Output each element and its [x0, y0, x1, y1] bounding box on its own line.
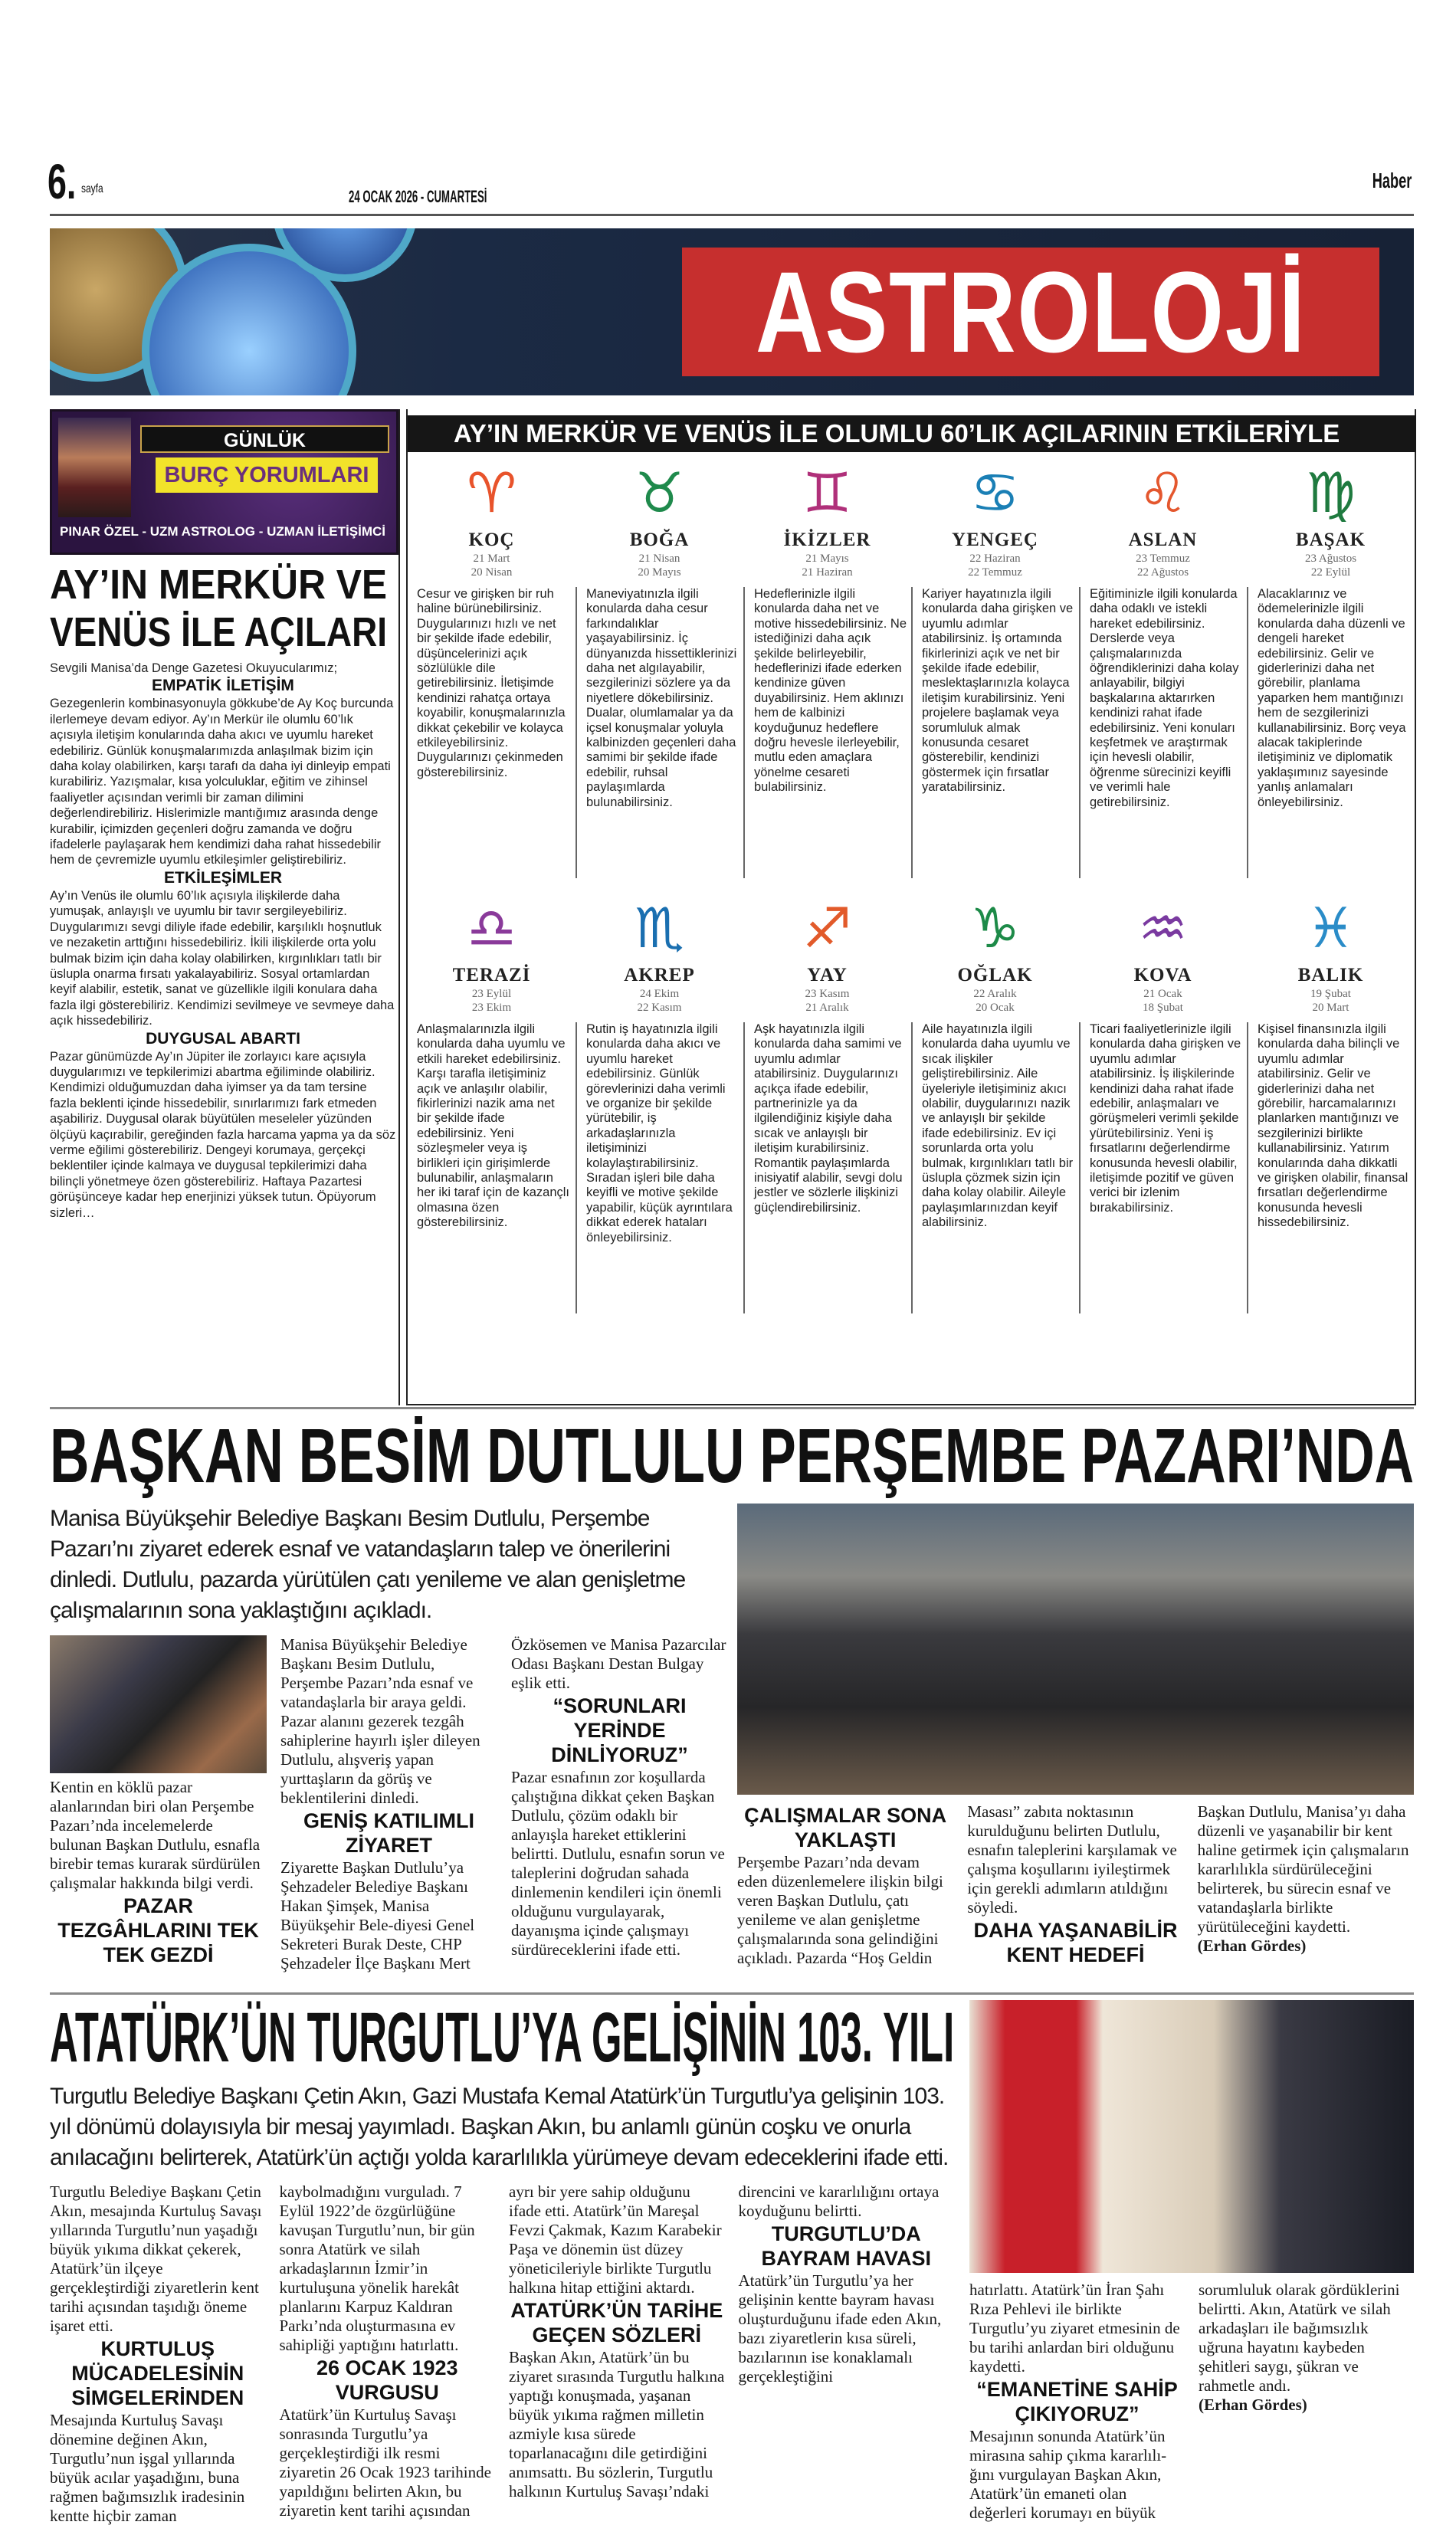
column-divider	[398, 409, 400, 1405]
paragraph-text: Atatürk’ün Turgutlu’ya her gelişinin kentte bayram havası oluşturduğunu ifade eden Akın, bazı ziyaretlerin kısa süreli, bazılarının ise konaklamalı gerçekleştiğini	[738, 2271, 942, 2386]
paragraph-text: tarihinde yapıldığını belirten Akın, bu ziyaretin kent tarihi açısından ayrı bir yere sahip olduğunu ifade etti. Atatürk’ün Mareşal Fevzi Çakmak, Kazım Karabekir Paşa ve dönemin üst düzey yöneticileriyle birlikte Turgutlu halkına hitap ettiğini aktardı.	[279, 2182, 722, 2520]
zodiac-sign-10	[911, 897, 1079, 1313]
subheading: 26 OCAK 1923 VURGUSU	[316, 2356, 458, 2404]
virgo-icon: ♍	[1306, 461, 1356, 525]
zodiac-sign-3	[743, 461, 911, 878]
subheading: GENİŞ KATILIMLI ZİYARET	[303, 1809, 474, 1857]
sign-name: YAY	[807, 965, 848, 985]
paragraph-text: iradesinin kentte hiçbir zaman kaybolmadığını vurguladı. 7 Eylül 1922’de özgürlüğüne kavuşan Turgutlu’nun, bir gün sonra Atatürk ve silah arkadaşlarının İzmir’in kurtuluşuna yönelik harekât planlarını Karpuz Kaldıran Parkı’nda oluşturmasına ev sahipliği yaptığını hatırlattı.	[50, 2182, 475, 2525]
paragraph-text: Turgutlu Belediye Başkanı Çetin Akın, mesajında Kurtuluş Savaşı yıllarında Turgutlu’nun yaşadığı büyük yıkıma dikkat çekerek, Atatürk’ün ilçeye gerçekleştirdiği ziyaretlerin kent tarihi açısından taşıdığı öneme işaret etti.	[50, 2182, 262, 2335]
subheading: “SORUNLARI YERİNDE DİNLİYORUZ”	[551, 1694, 688, 1766]
sign-date-start: 23 Kasım	[805, 988, 850, 1000]
paragraph-text: diyesi Genel Sekreteri Burak Deste, CHP Şehzadeler İlçe Başkanı Mert Özkösemen ve Manisa Pazarcılar Odası Başkanı Destan Bulgay eşlik etti.	[280, 1635, 726, 1972]
group-photo	[737, 1504, 1414, 1795]
sign-date-start: 21 Nisan	[638, 553, 680, 565]
scorpio-icon: ♏	[635, 896, 684, 960]
astrology-banner	[50, 228, 1414, 395]
paragraph	[1198, 1802, 1414, 1936]
subheading: “EMANETİNE SAHİP ÇIKIYORUZ”	[976, 2378, 1178, 2425]
zodiac-sign-8	[576, 897, 743, 1313]
gemini-icon: ♊	[802, 461, 852, 525]
taurus-icon: ♉	[635, 461, 684, 525]
article-lead: Manisa Büyükşehir Belediye Başkanı Besim Dutlulu, Perşembe Pazarı’nı ziyaret ederek esnaf ve vatandaşların talep ve önerilerini dinledi. Dutlulu, pazarda yürütülen çatı yenileme ve alan genişletme çalışmalarının sona yaklaştığını açıkladı.	[50, 1506, 686, 1623]
sign-date-end: 22 Temmuz	[968, 566, 1022, 579]
libra-icon: ♎	[467, 896, 516, 960]
sign-forecast: Maneviyatınızla ilgili konularda daha cesur farkındalıklar yaşayabilirsiniz. İç dünyanızda hissettiklerinizi daha net algılayabilir, sezgilerinizi sözlere ya da niyetlere dökebilirsiniz. Dualar, olumlamalar ya da içsel konuşmalar yoluyla kalbinizden geçenleri daha samimi bir şekilde ifade edebilir, ruhsal paylaşımlarda bulunabilirsiniz.	[576, 587, 743, 878]
sign-name: YENGEÇ	[952, 530, 1038, 550]
paragraph-text: Ziyarette Başkan Dutlulu’ya Şehzadeler Belediye Başkanı Hakan Şimşek, Manisa Büyükşehir Bele-	[280, 1858, 468, 1934]
author-photo	[58, 418, 131, 517]
sign-forecast: Alacaklarınız ve ödemelerinizle ilgili konularda daha düzenli ve dengeli hareket edebilirsiniz. Gelir ve giderlerinizi daha net görebilir, planlama yaparken hem mantığınızı hem de sezgilerinizi kullanabilirsiniz. Borç veya alacak takiplerinde iletişiminiz ve diplomatik yaklaşımınız sayesinde yanlış anlamaları önleyebilirsiniz.	[1247, 587, 1415, 878]
zodiac-sign-6	[1247, 461, 1415, 878]
sign-name: BOĞA	[629, 530, 690, 550]
sign-name: KOVA	[1133, 965, 1192, 985]
paragraph-text: Atatürk’ün Kurtuluş Savaşı sonrasında Turgutlu’ya gerçekleştirdiği ilk resmi ziyaretin 26 Ocak 1923	[279, 2405, 457, 2481]
issue-date: 24 OCAK 2026 - CUMARTESİ	[349, 187, 487, 206]
sign-name: OĞLAK	[957, 965, 1033, 985]
sign-name: KOÇ	[468, 530, 515, 550]
header-divider	[50, 214, 1414, 216]
paragraph-text: Kentin en köklü pazar alanlarından biri olan Perşembe Pazarı’nda incelemelerde bulunan Başkan Dutlulu, esnafla birebir temas kurarak sürdürülen çalışmalar hakkında bilgi verdi.	[50, 1778, 261, 1892]
article-body	[50, 2182, 954, 2538]
headline-text: ATATÜRK’ÜN TURGUTLU’YA GELİŞİNİN 103. YILI	[50, 1999, 955, 2077]
sign-date-start: 23 Ağustos	[1304, 553, 1357, 565]
article-body	[50, 1635, 728, 1983]
sign-date-start: 19 Şubat	[1310, 988, 1351, 1000]
byline: (Erhan Gördes)	[1197, 1936, 1307, 1955]
sign-forecast: Aile hayatınızla ilgili konularda daha uyumlu ve sıcak ilişkiler geliştirebilirsiniz. Aile üyeleriyle iletişiminiz akıcı olabilir, duygularınızı nazik ve anlayışlı bir şekilde ifade edebilirsiniz. Ev içi sorunlarda orta yolu bulmak, kırgınlıkları tatlı bir üslupla çözmek sizin için daha kolay olabilir. Aileyle paylaşımlarınızdan keyif alabilirsiniz.	[911, 1022, 1079, 1313]
zodiac-sign-12	[1247, 897, 1415, 1313]
sign-date-end: 22 Ağustos	[1136, 566, 1189, 579]
sign-date-end: 22 Eylül	[1310, 566, 1351, 579]
sign-name: BALIK	[1297, 965, 1364, 985]
zodiac-sign-11	[1079, 897, 1247, 1313]
sign-date-end: 20 Nisan	[471, 566, 513, 579]
paragraph-text: büyük yıkıma rağmen milletin azmiyle kısa sürede toparlanacağını dile getirdiğini anımsattı. Bu sözlerin, Turgutlu halkının Kurtuluş Savaşı’ndaki direncini ve kararlılığını ortaya koyduğunu belirtti.	[509, 2182, 940, 2500]
paragraph	[50, 1778, 267, 1893]
paragraph-text: ğını vurgulayan Başkan Akın, Atatürk’ün emaneti olan değerleri korumayı en büyük sorumluluk olarak gördüklerini belirtti. Akın, Atatürk ve silah arkadaşları ile bağımsızlık uğruna hayatını kaybeden şehitleri saygı, şükran ve rahmetle andı.	[969, 2281, 1400, 2522]
sign-date-end: 20 Mart	[1312, 1002, 1349, 1014]
zodiac-panel	[406, 409, 1416, 1405]
sign-name: İKİZLER	[783, 530, 871, 550]
subheading: TURGUTLU’DA BAYRAM HAVASI	[761, 2222, 932, 2270]
leo-icon: ♌	[1138, 461, 1188, 525]
subheading: DUYGUSAL ABARTI	[146, 1029, 300, 1048]
subheading: ATATÜRK’ÜN TARİHE GEÇEN SÖZLERİ	[510, 2299, 723, 2346]
capricorn-icon: ♑	[970, 896, 1020, 960]
zodiac-sign-7	[408, 897, 576, 1313]
sign-name: AKREP	[624, 965, 695, 985]
page-word: sayfa	[81, 182, 103, 195]
paragraph-text: Mesajında Kurtuluş Savaşı dönemine değinen Akın, Turgutlu’nun işgal yıllarında büyük acılar yaşadığını, buna rağmen bağımsızlık	[50, 2411, 240, 2506]
sign-date-end: 23 Ekim	[471, 1002, 512, 1014]
paragraph	[280, 1635, 497, 1808]
subheading: KURTULUŞ MÜCADELESİNİN SİMGELERİNDEN	[71, 2337, 244, 2409]
zodiac-heading-text: AY’IN MERKÜR VE VENÜS İLE OLUMLU 60’LIK AÇILARININ ETKİLERİYLE	[454, 419, 1340, 448]
headline-text: BAŞKAN BESİM DUTLULU PERŞEMBE PAZARI’NDA	[50, 1413, 1415, 1499]
section-divider	[50, 1992, 1414, 1995]
sign-date-start: 22 Haziran	[969, 553, 1021, 565]
paragraph: Pazar günümüzde Ay’ın Jüpiter ile zorlayıcı kare açısıyla duygularımızı ve tepkilerimizi abartma eğiliminde olabiliriz. Kendimizi olduğumuzdan daha iyimser ya da tam tersine fazla beklenti içinde hissedebilir, sınırlarımızı fark etmeden aşabiliriz. Duygusal olarak büyütülen meseleler yüzünden ölçüyü kaçırabilir, gereğinden fazla harcama yapma ya da söz verme eğilimi gösterebiliriz. Dengeyi korumaya, gerçekçi beklentiler içinde kalmaya ve duygusal tepkilerimizi daha bilinçli yönetmeye özen gösterebiliriz. Haftaya Pazartesi görüşünceye kadar hep enerjinizi yüksek tutun. Öpüyorum sizleri…	[50, 1049, 396, 1220]
subheading: ÇALIŞMALAR SONA YAKLAŞTI	[744, 1804, 947, 1851]
sign-forecast: Eğitiminizle ilgili konularda daha odaklı ve istekli hareket edebilirsiniz. Derslerde veya çalışmalarınızda öğrendiklerinizi daha kolay anlayabilir, bilgiyi başkalarına aktarırken kendinizi rahat ifade edebilirsiniz. Yeni konuları keşfetmek ve araştırmak için hevesli olabilir, öğrenme sürecinizi keyifli ve verimli hale getirebilirsiniz.	[1079, 587, 1247, 878]
paragraph	[511, 1768, 728, 1959]
zodiac-heading	[408, 415, 1416, 452]
zodiac-sign-1	[408, 461, 576, 878]
sign-date-end: 22 Kasım	[637, 1002, 682, 1014]
aries-icon: ♈	[467, 461, 516, 525]
sign-forecast: Ticari faaliyetlerinizle ilgili konularda daha girişken ve uyumlu adımlar atabilirsiniz. İş ilişkilerinde kendinizi daha rahat ifade edebilir, anlaşmaları ve görüşmeleri verimli şekilde yürütebilirsiniz. Yeni iş fırsatlarını değerlendirme konusunda hevesli olabilir, iletişimde pozitif ve güven verici bir izlenim bırakabilirsiniz.	[1079, 1022, 1247, 1313]
zodiac-sign-2	[576, 461, 743, 878]
paragraph	[739, 2271, 955, 2386]
pisces-icon: ♓	[1306, 896, 1356, 960]
banner-title-box	[682, 248, 1379, 376]
mayor-photo	[969, 2000, 1414, 2273]
subheading: DAHA YAŞANABİLİR KENT HEDEFİ	[973, 1919, 1178, 1966]
page-number: 6.	[48, 154, 77, 209]
sign-date-end: 20 Ocak	[976, 1002, 1015, 1014]
article-headline	[50, 1412, 1414, 1500]
sign-name: ASLAN	[1128, 530, 1198, 550]
paragraph-text: hatırlattı. Atatürk’ün İran Şahı Rıza Pehlevi ile birlikte Turgutlu’yu ziyaret etmesinin de bu tarihi anlardan biri olduğunu kaydetti.	[969, 2281, 1180, 2376]
article-headline	[50, 1997, 954, 2078]
sign-name: TERAZİ	[452, 965, 531, 985]
paragraph: Sevgili Manisa’da Denge Gazetesi Okuyucularımız;	[50, 661, 338, 675]
paragraph-text: Mesajının sonunda Atatürk’ün mirasına sahip çıkma kararlılı-	[969, 2427, 1167, 2464]
paragraph-text: Manisa Büyükşehir Belediye Başkanı Besim Dutlulu, Perşembe Pazarı’nda esnaf ve vatandaşlarla bir araya geldi. Pazar alanını gezerek tezgâh sahiplerine hayırlı işler dileyen Dutlulu, alışveriş yapan yurttaşların da görüş	[280, 1635, 480, 1788]
article-body	[969, 2281, 1414, 2538]
sign-date-end: 18 Şubat	[1143, 1002, 1183, 1014]
article-body	[737, 1802, 1414, 1983]
sign-forecast: Aşk hayatınızla ilgili konularda daha samimi ve uyumlu adımlar atabilirsiniz. Duygularınızı açıkça ifade edebilir, partnerinizle ya da ilgilendiğiniz kişiyle daha sıcak ve anlayışlı bir iletişim kurabilirsiniz. Romantik paylaşımlarda inisiyatif alabilir, sevgi dolu jestler ve sözlerle ilişkinizi güçlendirebilirsiniz.	[743, 1022, 911, 1313]
section-divider	[50, 1407, 1414, 1409]
sign-date-end: 21 Aralık	[805, 1002, 849, 1014]
sign-date-start: 21 Mayıs	[805, 553, 849, 565]
sign-forecast: Kariyer hayatınızla ilgili konularda daha girişken ve uyumlu adımlar atabilirsiniz. İş ortamında fikirlerinizi açık ve net bir şekilde ifade edebilir, meslektaşlarınızla kolayca iletişim kurabilirsiniz. Yeni projelere başlamak veya sorumluluk almak konusunda cesaret gösterebilir, kendinizi göstermek için fırsatlar yaratabilirsiniz.	[911, 587, 1079, 878]
paragraph-text: Başkan Dutlulu, Manisa’yı daha düzenli ve yaşanabilir bir kent haline getirmek için çalışmaların kararlılıkla sürdürüleceğini belirterek, bu sürecin esnaf ve vatandaşlarla birlikte yürütüleceğini kaydetti.	[1197, 1802, 1409, 1936]
sagittarius-icon: ♐	[802, 896, 852, 960]
horoscope-promo	[50, 409, 398, 555]
promo-author-box	[60, 523, 393, 540]
promo-top-label: GÜNLÜK	[140, 425, 389, 453]
byline: (Erhan Gördes)	[1199, 2396, 1307, 2414]
sign-date-start: 23 Eylül	[471, 988, 512, 1000]
paragraph	[969, 2281, 1185, 2376]
sign-name: BAŞAK	[1295, 530, 1366, 550]
market-photo	[50, 1635, 267, 1773]
sign-date-start: 24 Ekim	[639, 988, 680, 1000]
sign-date-start: 22 Aralık	[973, 988, 1017, 1000]
cancer-icon: ♋	[970, 461, 1020, 525]
zodiac-sign-9	[743, 897, 911, 1313]
paragraph-text: ve beklentilerini dinledi.	[280, 1769, 432, 1807]
sign-forecast: Anlaşmalarınızla ilgili konularda daha uyumlu ve etkili hareket edebilirsiniz. Karşı tarafla iletişiminiz açık ve anlaşılır olabilir, fikirlerinizi nazik ama net bir şekilde ifade edebilirsiniz. Yeni sözleşmeler veya iş birlikleri için girişimlerde bulunabilir, anlaşmaların her iki taraf için de kazançlı olmasına özen gösterebilirsiniz.	[417, 1022, 570, 1230]
zodiac-sign-5	[1079, 461, 1247, 878]
column-title	[50, 561, 398, 656]
column-body	[50, 661, 396, 1221]
paragraph-text: Başkan Akın, Atatürk’ün bu ziyaret sırasında Turgutlu halkına yaptığı konuşmada, yaşanan	[509, 2348, 725, 2405]
paragraph-text: Pazar esnafının zor koşullarda çalıştığına dikkat çeken Başkan Dutlulu, çözüm odaklı bir anlayışla hareket ettiklerini belirtti. Dutlulu, esnafın sorun ve taleplerini doğrudan sahada dinlemenin kendileri için önemli olduğunu vurgulayarak, dayanışma içinde çalışmayı sürdüreceklerini ifade etti.	[511, 1768, 725, 1959]
zodiac-sign-4	[911, 461, 1079, 878]
sign-date-start: 21 Mart	[473, 553, 510, 565]
promo-middle-label: BURÇ YORUMLARI	[156, 457, 378, 493]
sign-date-end: 20 Mayıs	[638, 566, 681, 579]
paragraph	[50, 2182, 266, 2336]
banner-title: ASTROLOJİ	[755, 248, 1307, 376]
sign-forecast: Rutin iş hayatınızla ilgili konularda daha akıcı ve uyumlu hareket edebilirsiniz. Günlük görevlerinizi daha verimli ve organize bir şekilde yürütebilir, iş arkadaşlarınızla iletişiminizi kolaylaştırabilirsiniz. Sıradan işleri bile daha keyifli ve motive şekilde yapabilir, küçük ayrıntılara dikkat ederek hataları önleyebilirsiniz.	[576, 1022, 743, 1313]
aquarius-icon: ♒	[1138, 896, 1188, 960]
subheading: EMPATİK İLETİŞİM	[152, 677, 294, 695]
section-label: Haber	[1372, 169, 1412, 192]
paragraph: Ay’ın Venüs ile olumlu 60’lık açısıyla ilişkilerde daha yumuşak, anlayışlı ve uyumlu bir tavır sergileyebiliriz. Duygularımızı sevgi diliyle ifade edebilir, karşılıklı hoşnutluk ve nezaketin arttığını hissedebiliriz. İkili ilişkilerde orta yolu bulmak bizim için daha kolay olabilirken, kırgınlıkları tatlı bir üslupla onarma fırsatı yakalayabiliriz. Sosyal ortamlardan keyif alabilir, estetik, sanat ve güzellikle ilgili konulara daha fazla ilgi gösterebiliriz. Kendimizi sevilmeye ve sevmeye daha açık hissedebiliriz.	[50, 888, 395, 1028]
paragraph-text: Perşembe Pazarı’nda devam eden düzenlemelere ilişkin bilgi veren Başkan Dutlulu, çatı yenileme ve alan genişletme çalışmalarında sona gelindiğini açıkladı. Pazarda “Hoş	[737, 1853, 943, 1967]
sign-date-end: 21 Haziran	[802, 566, 853, 579]
column-title-line: AY’IN MERKÜR VE	[50, 562, 388, 608]
article-lead: Turgutlu Belediye Başkanı Çetin Akın, Gazi Mustafa Kemal Atatürk’ün Turgutlu’ya gelişinin 103. yıl dönümü dolayısıyla bir mesaj yayımladı. Başkan Akın, bu anlamlı günün coşku ve onurla anılacağını belirterek, Atatürk’ün açtığı yolda kararlılıkla yürümeye devam edeceklerini ifade etti.	[50, 2084, 949, 2170]
sign-date-start: 23 Temmuz	[1136, 553, 1190, 565]
subheading: PAZAR TEZGÂHLARINI TEK TEK GEZDİ	[57, 1894, 259, 1966]
sign-forecast: Cesur ve girişken bir ruh haline bürünebilirsiniz. Duygularınızı hızlı ve net bir şekilde ifade edebilir, düşüncelerinizi açık sözlülükle dile getirebilirsiniz. İletişimde kendinizi rahatça ortaya koyabilir, konuşmalarınızla dikkat çekebilir ve kolayca etkileyebilirsiniz. Duygularınızı çekinmeden gösterebilirsiniz.	[417, 587, 566, 779]
subheading: ETKİLEŞİMLER	[163, 868, 282, 887]
column-title-line: VENÜS İLE AÇILARI	[50, 609, 388, 655]
sign-forecast: Kişisel finansınızla ilgili konularda daha bilinçli ve uyumlu adımlar atabilirsiniz. Gelir ve giderlerinizi daha net görebilir, harcamalarınızı planlarken mantığınızı ve sezgilerinizi birlikte kullanabilirsiniz. Yatırım konularında daha dikkatli ve girişken olabilir, finansal fırsatları değerlendirme konusunda hevesli hissedebilirsiniz.	[1247, 1022, 1415, 1313]
sign-date-start: 21 Ocak	[1143, 988, 1182, 1000]
paragraph: Gezegenlerin kombinasyonuyla gökkube’de Ay Koç burcunda ilerlemeye devam ediyor. Ay’ın Merkür ile olumlu 60’lık açısıyla iletişim konularında daha akıcı ve uyumlu hareket edebiliriz. Günlük konuşmalarımızda anlaşılmak bizim için daha kolay olabilirken, karşı tarafı da daha iyi dinleyip empati kurabiliriz. Yazışmalar, kısa yolculuklar, eğitim ve zihinsel faaliyetler açısından verimli bir zaman dilimini değerlendirebiliriz. Hislerimizle mantığımız arasında denge kurabilir, içimizden geçenleri doğru zamanda ve doğru ifadelerle paylaşarak hem kendimizi daha rahat hissedebilir hem de çevremizle uyumlu etkileşimler geliştirebiliriz.	[50, 697, 394, 867]
sign-forecast: Hedeflerinizle ilgili konularda daha net ve motive hissedebilirsiniz. Ne istediğinizi daha açık şekilde belirleyebilir, hedeflerinizi ifade ederken kendinize güven duyabilirsiniz. Hem aklınızı hem de kalbinizi koyduğunuz hedeflere doğru hevesle ilerleyebilir, mutlu eden amaçlara yönelme cesareti bulabilirsiniz.	[743, 587, 911, 878]
promo-author: PINAR ÖZEL - UZM ASTROLOG - UZMAN İLETİŞİMCİ	[60, 524, 385, 539]
paragraph-text: Geldin Masası” zabıta noktasının kurulduğunu belirten Dutlulu, esnafın taleplerini karşılamak ve çalışma koşullarını iyileştirmek için gerekli adımların atıldığını söyledi.	[888, 1802, 1177, 1967]
